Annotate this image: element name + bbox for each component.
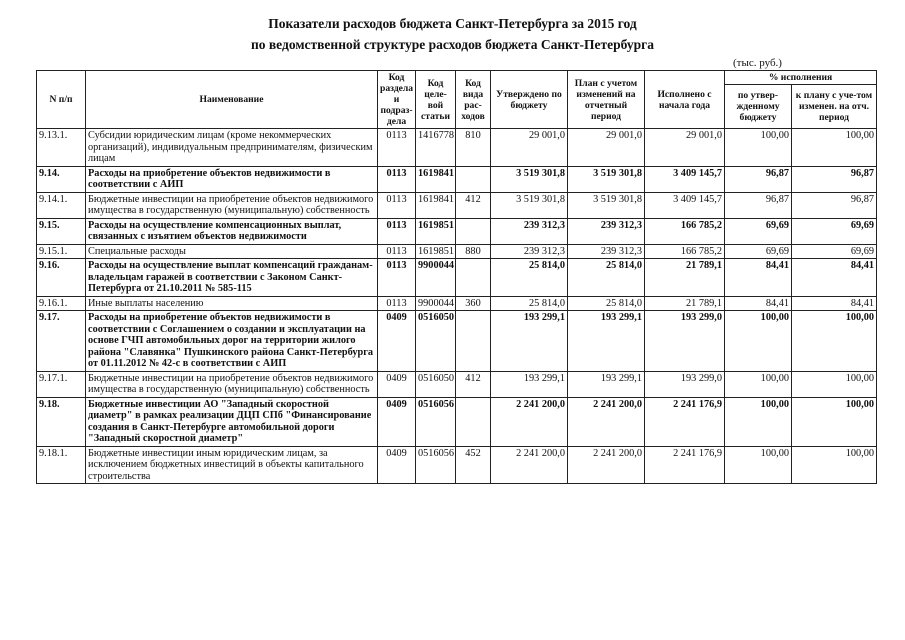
row-name: Расходы на приобретение объектов недвижимости в соответствии с Соглашением о создании и эксплуатации на основе ГЧП автомобильных дорог на территории жилого района "Славянка" Пушкинского района Санкт-Петербурга от 01.11.2012 № 42-с в соответствии с АИП bbox=[86, 311, 378, 372]
row-name: Бюджетные инвестиции на приобретение объектов недвижимого имущества в государственную (муниципальную) собственность bbox=[86, 192, 378, 218]
units-note: (тыс. руб.) bbox=[733, 57, 782, 69]
row-target-code: 9900044 bbox=[416, 296, 456, 311]
row-plan: 2 241 200,0 bbox=[568, 446, 645, 484]
row-type-code bbox=[456, 259, 491, 297]
table-header bbox=[37, 71, 877, 129]
row-plan: 193 299,1 bbox=[568, 371, 645, 397]
row-pct-approved: 100,00 bbox=[725, 371, 792, 397]
row-section-code: 0409 bbox=[378, 397, 416, 446]
row-executed: 166 785,2 bbox=[645, 244, 725, 259]
row-approved: 25 814,0 bbox=[491, 259, 568, 297]
row-target-code: 0516056 bbox=[416, 446, 456, 484]
row-target-code: 0516050 bbox=[416, 311, 456, 372]
row-section-code: 0409 bbox=[378, 371, 416, 397]
row-approved: 3 519 301,8 bbox=[491, 192, 568, 218]
row-type-code bbox=[456, 311, 491, 372]
header-pct-plan: к плану с уче-том изменен. на отч. период bbox=[792, 85, 877, 129]
row-number: 9.15. bbox=[37, 218, 86, 244]
row-name: Расходы на осуществление выплат компенсаций гражданам-владельцам гаражей в соответствии с Законом Санкт-Петербурга от 21.10.2011 № 585-115 bbox=[86, 259, 378, 297]
table-body bbox=[37, 129, 877, 484]
row-pct-plan: 96,87 bbox=[792, 166, 877, 192]
row-type-code: 880 bbox=[456, 244, 491, 259]
table-row bbox=[37, 371, 877, 397]
row-name: Расходы на осуществление компенсационных выплат, связанных с изъятием объектов недвижимости bbox=[86, 218, 378, 244]
row-executed: 2 241 176,9 bbox=[645, 397, 725, 446]
row-number: 9.16.1. bbox=[37, 296, 86, 311]
header-pct-approved: по утвер-жденному бюджету bbox=[725, 85, 792, 129]
row-type-code: 412 bbox=[456, 371, 491, 397]
row-target-code: 1619841 bbox=[416, 166, 456, 192]
table-row bbox=[37, 192, 877, 218]
row-name: Бюджетные инвестиции иным юридическим лицам, за исключением бюджетных инвестиций в объекты капитального строительства bbox=[86, 446, 378, 484]
header-type-code: Код вида рас-ходов bbox=[456, 71, 491, 129]
row-approved: 3 519 301,8 bbox=[491, 166, 568, 192]
row-name: Бюджетные инвестиции АО "Западный скоростной диаметр" в рамках реализации ДЦП СПб "Финансирование создания в Санкт-Петербурге автомобильной дороги "Западный скоростной диаметр" bbox=[86, 397, 378, 446]
row-type-code bbox=[456, 218, 491, 244]
row-pct-plan: 69,69 bbox=[792, 244, 877, 259]
row-section-code: 0113 bbox=[378, 129, 416, 167]
row-pct-approved: 84,41 bbox=[725, 259, 792, 297]
row-pct-plan: 84,41 bbox=[792, 296, 877, 311]
row-plan: 25 814,0 bbox=[568, 296, 645, 311]
row-pct-approved: 69,69 bbox=[725, 244, 792, 259]
row-plan: 2 241 200,0 bbox=[568, 397, 645, 446]
row-executed: 3 409 145,7 bbox=[645, 192, 725, 218]
row-section-code: 0113 bbox=[378, 296, 416, 311]
row-pct-approved: 69,69 bbox=[725, 218, 792, 244]
row-approved: 2 241 200,0 bbox=[491, 397, 568, 446]
row-name: Иные выплаты населению bbox=[86, 296, 378, 311]
row-executed: 21 789,1 bbox=[645, 259, 725, 297]
row-number: 9.13.1. bbox=[37, 129, 86, 167]
row-plan: 3 519 301,8 bbox=[568, 192, 645, 218]
table-row bbox=[37, 397, 877, 446]
row-number: 9.15.1. bbox=[37, 244, 86, 259]
row-number: 9.17. bbox=[37, 311, 86, 372]
row-plan: 239 312,3 bbox=[568, 218, 645, 244]
row-approved: 25 814,0 bbox=[491, 296, 568, 311]
budget-table bbox=[36, 70, 877, 484]
header-plan: План с учетом изменений на отчетный период bbox=[568, 71, 645, 129]
row-target-code: 1619851 bbox=[416, 244, 456, 259]
table-row bbox=[37, 218, 877, 244]
row-plan: 25 814,0 bbox=[568, 259, 645, 297]
table-row bbox=[37, 244, 877, 259]
row-plan: 193 299,1 bbox=[568, 311, 645, 372]
row-number: 9.14. bbox=[37, 166, 86, 192]
row-number: 9.14.1. bbox=[37, 192, 86, 218]
row-approved: 193 299,1 bbox=[491, 311, 568, 372]
row-target-code: 1619851 bbox=[416, 218, 456, 244]
table-row bbox=[37, 166, 877, 192]
row-target-code: 0516056 bbox=[416, 397, 456, 446]
row-pct-approved: 96,87 bbox=[725, 192, 792, 218]
table-row bbox=[37, 446, 877, 484]
header-np: N п/п bbox=[37, 71, 86, 129]
header-section-code: Код раздела и подраз-дела bbox=[378, 71, 416, 129]
row-plan: 3 519 301,8 bbox=[568, 166, 645, 192]
row-approved: 193 299,1 bbox=[491, 371, 568, 397]
row-number: 9.18.1. bbox=[37, 446, 86, 484]
table-row bbox=[37, 129, 877, 167]
row-type-code: 452 bbox=[456, 446, 491, 484]
row-executed: 3 409 145,7 bbox=[645, 166, 725, 192]
row-plan: 29 001,0 bbox=[568, 129, 645, 167]
row-type-code: 360 bbox=[456, 296, 491, 311]
header-target-code: Код целе-вой статьи bbox=[416, 71, 456, 129]
row-executed: 21 789,1 bbox=[645, 296, 725, 311]
row-approved: 239 312,3 bbox=[491, 218, 568, 244]
row-executed: 166 785,2 bbox=[645, 218, 725, 244]
row-pct-approved: 100,00 bbox=[725, 397, 792, 446]
row-pct-approved: 84,41 bbox=[725, 296, 792, 311]
row-type-code: 412 bbox=[456, 192, 491, 218]
row-executed: 193 299,0 bbox=[645, 311, 725, 372]
header-pct-group: % исполнения bbox=[725, 71, 877, 85]
row-target-code: 0516050 bbox=[416, 371, 456, 397]
row-pct-plan: 100,00 bbox=[792, 446, 877, 484]
row-executed: 29 001,0 bbox=[645, 129, 725, 167]
row-pct-approved: 100,00 bbox=[725, 446, 792, 484]
row-pct-approved: 100,00 bbox=[725, 129, 792, 167]
header-name: Наименование bbox=[86, 71, 378, 129]
row-executed: 2 241 176,9 bbox=[645, 446, 725, 484]
header-executed: Исполнено с начала года bbox=[645, 71, 725, 129]
row-pct-approved: 96,87 bbox=[725, 166, 792, 192]
row-number: 9.18. bbox=[37, 397, 86, 446]
row-name: Бюджетные инвестиции на приобретение объектов недвижимого имущества в государственную (муниципальную) собственность bbox=[86, 371, 378, 397]
row-approved: 29 001,0 bbox=[491, 129, 568, 167]
row-section-code: 0113 bbox=[378, 259, 416, 297]
row-type-code bbox=[456, 166, 491, 192]
row-pct-plan: 100,00 bbox=[792, 129, 877, 167]
document-subtitle: по ведомственной структуре расходов бюджета Санкт-Петербурга bbox=[250, 37, 655, 52]
row-approved: 2 241 200,0 bbox=[491, 446, 568, 484]
row-pct-plan: 84,41 bbox=[792, 259, 877, 297]
row-target-code: 1416778 bbox=[416, 129, 456, 167]
row-target-code: 9900044 bbox=[416, 259, 456, 297]
row-pct-approved: 100,00 bbox=[725, 311, 792, 372]
row-approved: 239 312,3 bbox=[491, 244, 568, 259]
row-pct-plan: 100,00 bbox=[792, 371, 877, 397]
row-type-code bbox=[456, 397, 491, 446]
row-section-code: 0113 bbox=[378, 166, 416, 192]
row-number: 9.17.1. bbox=[37, 371, 86, 397]
row-section-code: 0409 bbox=[378, 446, 416, 484]
row-name: Субсидии юридическим лицам (кроме некоммерческих организаций), индивидуальным предпринимателям, физическим лицам bbox=[86, 129, 378, 167]
row-number: 9.16. bbox=[37, 259, 86, 297]
row-executed: 193 299,0 bbox=[645, 371, 725, 397]
row-target-code: 1619841 bbox=[416, 192, 456, 218]
row-name: Расходы на приобретение объектов недвижимости в соответствии с АИП bbox=[86, 166, 378, 192]
row-pct-plan: 96,87 bbox=[792, 192, 877, 218]
row-section-code: 0113 bbox=[378, 244, 416, 259]
table-row bbox=[37, 296, 877, 311]
row-name: Специальные расходы bbox=[86, 244, 378, 259]
row-pct-plan: 100,00 bbox=[792, 311, 877, 372]
row-section-code: 0409 bbox=[378, 311, 416, 372]
header-approved: Утверждено по бюджету bbox=[491, 71, 568, 129]
table-row bbox=[37, 259, 877, 297]
row-section-code: 0113 bbox=[378, 218, 416, 244]
row-pct-plan: 100,00 bbox=[792, 397, 877, 446]
row-pct-plan: 69,69 bbox=[792, 218, 877, 244]
table-row bbox=[37, 311, 877, 372]
document-title: Показатели расходов бюджета Санкт-Петербурга за 2015 год bbox=[268, 16, 637, 31]
row-plan: 239 312,3 bbox=[568, 244, 645, 259]
row-section-code: 0113 bbox=[378, 192, 416, 218]
row-type-code: 810 bbox=[456, 129, 491, 167]
